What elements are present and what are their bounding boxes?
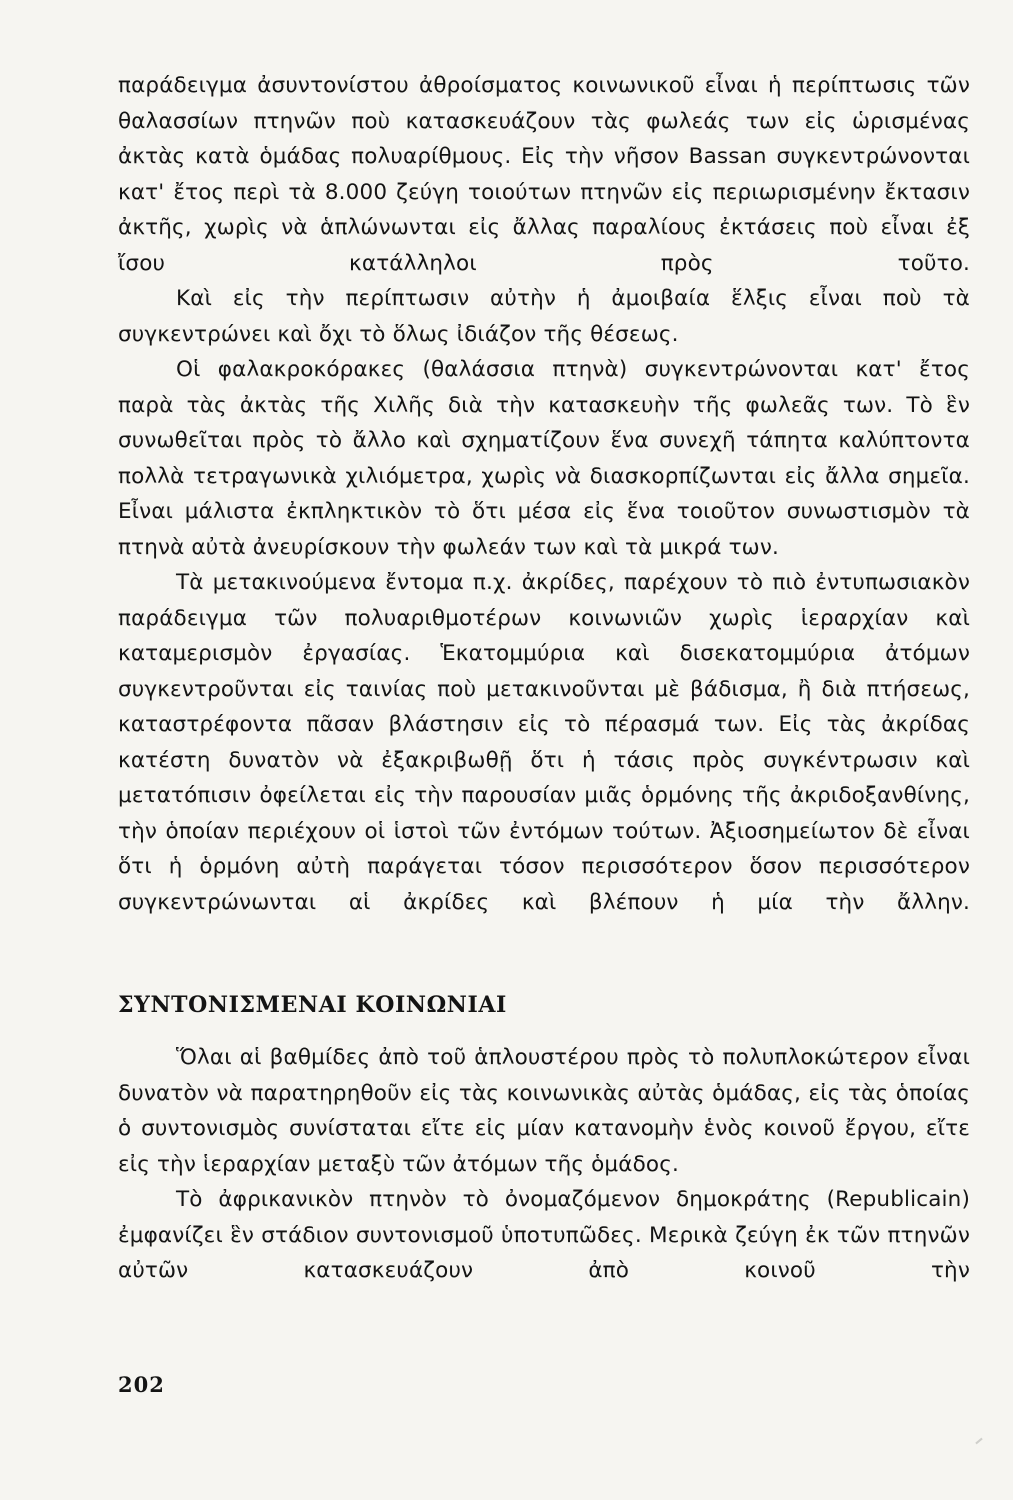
body-text-top	[118, 68, 970, 920]
body-text-bottom	[118, 1040, 970, 1289]
paragraph-cormorants: Οἱ φαλακροκόρακες (θαλάσσια πτηνὰ) συγκεντρώνονται κατ' ἔτος παρὰ τὰς ἀκτὰς τῆς Χιλῆς διὰ τὴν κατασκευὴν τῆς φωλεᾶς των. Τὸ ἓν συνωθεῖται πρὸς τὸ ἄλλο καὶ σχηματίζουν ἕνα συνεχῆ τάπητα καλύπτοντα πολλὰ τετραγωνικὰ χιλιόμετρα, χωρὶς νὰ διασκορπίζωνται εἰς ἄλλα σημεῖα. Εἶναι μάλιστα ἐκπληκτικὸν τὸ ὅτι μέσα εἰς ἕνα τοιοῦτον συνωστισμὸν τὰ πτηνὰ αὐτὰ ἀνευρίσκουν τὴν φωλεάν των καὶ τὰ μικρά των.	[118, 357, 970, 560]
scan-mark	[975, 1438, 982, 1445]
paragraph-locusts: Τὰ μετακινούμενα ἔντομα π.χ. ἀκρίδες, παρέχουν τὸ πιὸ ἐντυπωσιακὸν παράδειγμα τῶν πολυαριθμοτέρων κοινωνιῶν χωρὶς ἱεραρχίαν καὶ καταμερισμὸν ἐργασίας. Ἑκατομμύρια καὶ δισεκατομμύρια ἀτόμων συγκεντροῦνται εἰς ταινίας ποὺ μετακινοῦνται μὲ βάδισμα, ἢ διὰ πτήσεως, καταστρέφοντα πᾶσαν βλάστησιν εἰς τὸ πέρασμά των. Εἰς τὰς ἀκρίδας κατέστη δυνατὸν νὰ ἐξακριβωθῇ ὅτι ἡ τάσις πρὸς συγκέντρωσιν καὶ μετατόπισιν ὀφείλεται εἰς τὴν παρουσίαν μιᾶς ὁρμόνης τῆς ἀκριδοξανθίνης, τὴν ὁποίαν περιέχουν οἱ ἱστοὶ τῶν ἐντόμων τούτων. Ἀξιοσημείωτον δὲ εἶναι ὅτι ἡ ὁρμόνη αὐτὴ παράγεται τόσον περισσότερον ὅσον περισσότερον συγκεντρώνωνται αἱ ἀκρίδες καὶ βλέπουν ἡ μία τὴν ἄλλην.	[118, 570, 970, 915]
paragraph-republican-bird: Τὸ ἀφρικανικὸν πτηνὸν τὸ ὀνομαζόμενον δημοκράτης (Republicain) ἐμφανίζει ἓν στάδιον συντονισμοῦ ὑποτυπῶδες. Μερικὰ ζεύγη ἐκ τῶν πτηνῶν αὐτῶν κατασκευάζουν ἀπὸ κοινοῦ τὴν	[118, 1187, 970, 1283]
paragraph-coordination-levels: Ὅλαι αἱ βαθμίδες ἀπὸ τοῦ ἁπλουστέρου πρὸς τὸ πολυπλοκώτερον εἶναι δυνατὸν νὰ παρατηρηθοῦν εἰς τὰς κοινωνικὰς αὐτὰς ὁμάδας, εἰς τὰς ὁποίας ὁ συντονισμὸς συνίσταται εἴτε εἰς μίαν κατανομὴν ἑνὸς κοινοῦ ἔργου, εἴτε εἰς τὴν ἱεραρχίαν μεταξὺ τῶν ἀτόμων τῆς ὁμάδος.	[118, 1045, 970, 1177]
paragraph-mutual-attraction: Καὶ εἰς τὴν περίπτωσιν αὐτὴν ἡ ἀμοιβαία ἕλξις εἶναι ποὺ τὰ συγκεντρώνει καὶ ὄχι τὸ ὅλως ἰδιάζον τῆς θέσεως.	[118, 286, 970, 347]
section-heading: ΣΥΝΤΟΝΙΣΜΕΝΑΙ ΚΟΙΝΩΝΙΑΙ	[118, 992, 507, 1018]
paragraph-seabirds: παράδειγμα ἀσυντονίστου ἀθροίσματος κοινωνικοῦ εἶναι ἡ περίπτωσις τῶν θαλασσίων πτηνῶν ποὺ κατασκευάζουν τὰς φωλεάς των εἰς ὡρισμένας ἀκτὰς κατὰ ὁμάδας πολυαρίθμους. Εἰς τὴν νῆσον Bassan συγκεντρώνονται κατ' ἔτος περὶ τὰ 8.000 ζεύγη τοιούτων πτηνῶν εἰς περιωρισμένην ἔκτασιν ἀκτῆς, χωρὶς νὰ ἁπλώνωνται εἰς ἄλλας παραλίους ἐκτάσεις ποὺ εἶναι ἐξ ἴσου κατάλληλοι πρὸς τοῦτο.	[118, 73, 970, 276]
page-number: 202	[118, 1372, 165, 1397]
